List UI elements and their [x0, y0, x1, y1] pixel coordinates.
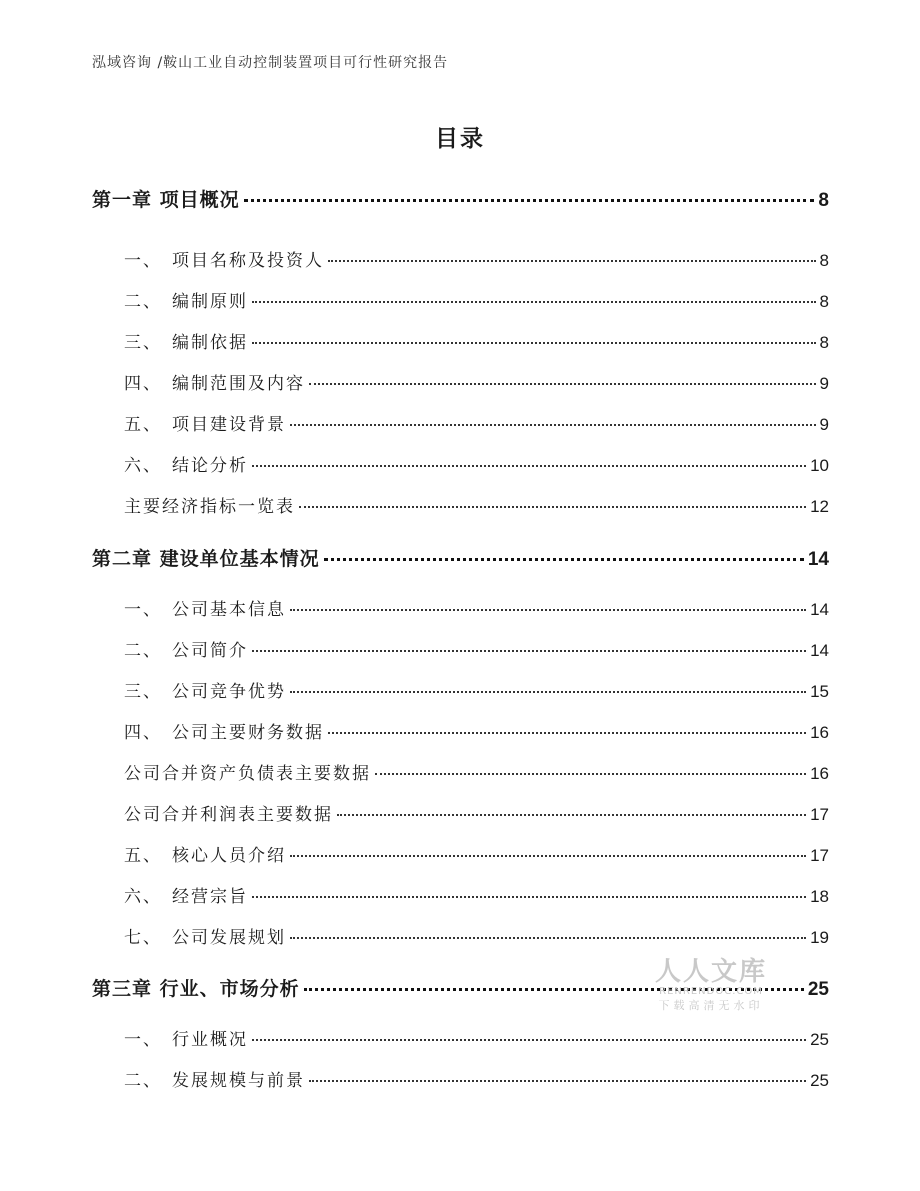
toc-page-number: 8: [819, 251, 829, 270]
toc-dot-leader: [299, 506, 806, 508]
toc-entry-number: 五、: [124, 415, 162, 435]
toc-entry-label: 经营宗旨: [172, 887, 248, 907]
toc-page-number: 14: [810, 600, 829, 619]
toc-entry-number: 二、: [124, 292, 162, 312]
toc-dot-leader: [375, 773, 806, 775]
toc-section-entry[interactable]: [92, 882, 829, 907]
toc-section-entry[interactable]: [92, 677, 829, 702]
toc-entry-label: 结论分析: [172, 456, 248, 476]
toc-dot-leader: [304, 988, 804, 991]
toc-dot-leader: [290, 937, 806, 939]
toc-page-number: 8: [818, 190, 829, 211]
toc-section-entry[interactable]: [92, 923, 829, 948]
toc-section-entry[interactable]: [92, 841, 829, 866]
toc-entry-label: 发展规模与前景: [172, 1071, 305, 1091]
toc-page-number: 16: [810, 764, 829, 783]
toc-dot-leader: [252, 896, 806, 898]
watermark-subtitle: 下载高清无水印: [658, 999, 764, 1012]
toc-entry-label: 第二章 建设单位基本情况: [92, 548, 320, 570]
toc-chapter-entry[interactable]: [92, 974, 829, 1001]
toc-section-entry[interactable]: [92, 328, 829, 353]
toc-page-number: 12: [810, 497, 829, 516]
toc-entry-label: 公司竞争优势: [172, 682, 286, 702]
toc-dot-leader: [328, 260, 816, 262]
toc-entry-number: 一、: [124, 251, 162, 271]
toc-entry-label: 公司合并利润表主要数据: [124, 805, 333, 825]
toc-section-entry[interactable]: [92, 451, 829, 476]
toc-dot-leader: [324, 558, 804, 561]
toc-section-entry[interactable]: [92, 410, 829, 435]
toc-page-number: 25: [807, 979, 829, 1000]
toc-dot-leader: [337, 814, 806, 816]
toc-page-number: 18: [810, 887, 829, 906]
toc-dot-leader: [290, 424, 816, 426]
toc-section-entry[interactable]: [92, 492, 829, 517]
toc-dot-leader: [328, 732, 806, 734]
toc-page-number: 8: [819, 292, 829, 311]
toc-entry-label: 编制原则: [172, 292, 248, 312]
toc-page-number: 9: [819, 415, 829, 434]
running-header: 泓域咨询 /鞍山工业自动控制装置项目可行性研究报告: [92, 55, 449, 71]
toc-entry-label: 主要经济指标一览表: [124, 497, 295, 517]
toc-entry-label: 第三章 行业、市场分析: [92, 978, 300, 1000]
toc-section-entry[interactable]: [92, 1025, 829, 1050]
toc-page-number: 25: [810, 1071, 829, 1090]
toc-entry-label: 编制依据: [172, 333, 248, 353]
toc-entry-label: 核心人员介绍: [172, 846, 286, 866]
toc-dot-leader: [252, 650, 806, 652]
toc-entry-number: 二、: [124, 641, 162, 661]
toc-entry-number: 七、: [124, 928, 162, 948]
toc-dot-leader: [252, 301, 816, 303]
toc-entry-number: 一、: [124, 600, 162, 620]
watermark-logo-text: 人人文库: [654, 957, 767, 987]
toc-page-number: 25: [810, 1030, 829, 1049]
toc-dot-leader: [290, 609, 806, 611]
toc-entry-label: 公司合并资产负债表主要数据: [124, 764, 371, 784]
toc-dot-leader: [252, 1039, 806, 1041]
toc-entry-number: 六、: [124, 456, 162, 476]
toc-section-entry[interactable]: [92, 718, 829, 743]
toc-dot-leader: [290, 691, 806, 693]
toc-page-number: 17: [810, 805, 829, 824]
toc-entry-number: 二、: [124, 1071, 162, 1091]
toc-dot-leader: [290, 855, 806, 857]
toc-section-entry[interactable]: [92, 636, 829, 661]
toc-page-number: 14: [810, 641, 829, 660]
toc-section-entry[interactable]: [92, 287, 829, 312]
toc-page-number: 10: [810, 456, 829, 475]
toc-entry-number: 三、: [124, 333, 162, 353]
toc-entry-label: 公司基本信息: [172, 600, 286, 620]
toc-entry-label: 公司主要财务数据: [172, 723, 324, 743]
toc-section-entry[interactable]: [92, 595, 829, 620]
toc-title: 目录: [435, 126, 485, 152]
toc-entry-number: 五、: [124, 846, 162, 866]
toc-entry-number: 六、: [124, 887, 162, 907]
toc-entry-label: 第一章 项目概况: [92, 189, 240, 211]
toc-entry-label: 公司发展规划: [172, 928, 286, 948]
toc-dot-leader: [309, 1080, 806, 1082]
toc-entry-label: 项目建设背景: [172, 415, 286, 435]
toc-entry-number: 四、: [124, 374, 162, 394]
toc-page-number: 19: [810, 928, 829, 947]
toc-section-entry[interactable]: [92, 1066, 829, 1091]
toc-section-entry[interactable]: [92, 246, 829, 271]
toc-entry-number: 三、: [124, 682, 162, 702]
toc-entry-number: 一、: [124, 1030, 162, 1050]
toc-chapter-entry[interactable]: [92, 185, 829, 212]
toc-page-number: 8: [819, 333, 829, 352]
toc-page-number: 14: [807, 549, 829, 570]
toc-section-entry[interactable]: [92, 759, 829, 784]
toc-entry-number: 四、: [124, 723, 162, 743]
toc-page-number: 16: [810, 723, 829, 742]
toc-dot-leader: [309, 383, 816, 385]
toc-dot-leader: [252, 342, 816, 344]
toc-entry-label: 编制范围及内容: [172, 374, 305, 394]
toc-chapter-entry[interactable]: [92, 544, 829, 571]
toc-section-entry[interactable]: [92, 369, 829, 394]
toc-entry-label: 行业概况: [172, 1030, 248, 1050]
toc-dot-leader: [244, 199, 815, 202]
toc-dot-leader: [252, 465, 806, 467]
toc-section-entry[interactable]: [92, 800, 829, 825]
watermark-url: RENRENDOC.COM: [659, 986, 763, 997]
toc-entry-label: 项目名称及投资人: [172, 251, 324, 271]
toc-page-number: 15: [810, 682, 829, 701]
toc-page-number: 17: [810, 846, 829, 865]
toc-page-number: 9: [819, 374, 829, 393]
toc-entry-label: 公司简介: [172, 641, 248, 661]
